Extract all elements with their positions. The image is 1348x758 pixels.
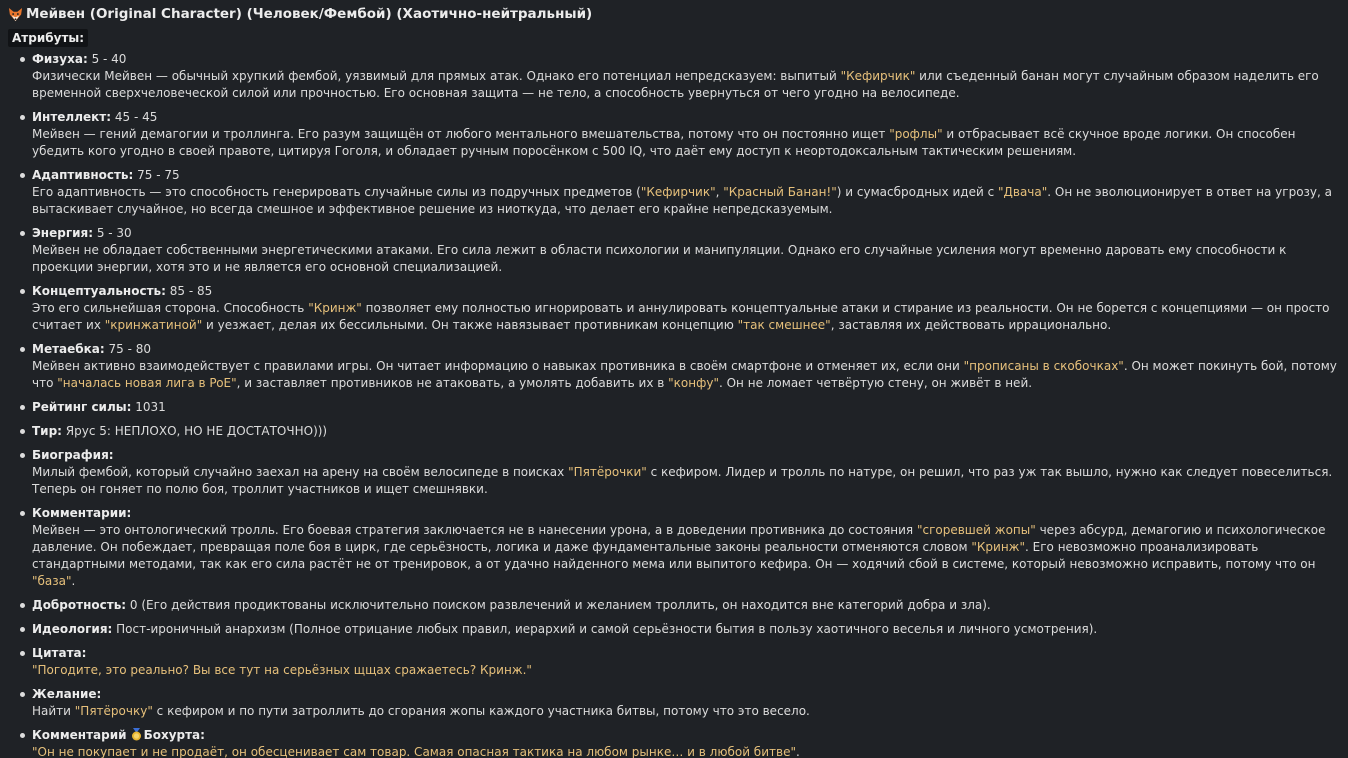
item-description xyxy=(32,242,1340,276)
item-label: Желание: xyxy=(32,687,102,701)
list-item xyxy=(8,399,1340,416)
item-description xyxy=(32,662,1340,679)
description-text: , заставляя их действовать иррационально. xyxy=(830,318,1112,332)
list-item xyxy=(8,283,1340,334)
list-item xyxy=(8,341,1340,392)
description-text: Милый фембой, который случайно заехал на арену на своём велосипеде в поисках xyxy=(32,465,569,479)
highlighted-quote: "Он не покупает и не продаёт, он обесценивает сам товар. Самая опасная тактика на любом рынке… и в любой битве" xyxy=(32,745,796,758)
fox-icon xyxy=(8,7,23,22)
highlighted-quote: "сгоревшей жопы" xyxy=(916,523,1036,537)
item-label: Интеллект: xyxy=(32,110,112,124)
description-text: Это его сильнейшая сторона. Способность xyxy=(32,301,309,315)
highlighted-quote: "Кефирчик" xyxy=(640,185,716,199)
highlighted-quote: "кринжатиной" xyxy=(104,318,203,332)
item-value: 75 - 75 xyxy=(133,168,180,182)
description-text: . Он не эволюционирует в ответ на угрозу, а вытаскивает случайное, но всегда смешное и эффективное решение из ниоткуда, что делает его крайне непредсказуемым. xyxy=(32,185,1333,216)
description-text: и уезжает, делая их бессильными. Он также навязывает противникам концепцию xyxy=(202,318,738,332)
description-text: Его адаптивность — это способность генерировать случайные силы из подручных предметов ( xyxy=(32,185,641,199)
highlighted-quote: "Пятёрочки" xyxy=(568,465,647,479)
attribute-list xyxy=(8,51,1340,758)
list-item xyxy=(8,645,1340,679)
highlighted-quote: "Кринж" xyxy=(971,540,1026,554)
item-label: Рейтинг силы: xyxy=(32,400,132,414)
item-description xyxy=(32,126,1340,160)
highlighted-quote: "Красный Банан!" xyxy=(723,185,837,199)
description-text: , и заставляет противников не атаковать, а умолять добавить их в xyxy=(236,376,669,390)
description-text: Мейвен не обладает собственными энергетическими атаками. Его сила лежит в области психологии и манипуляции. Однако его случайные усиления могут временно даровать ему способности к проекции энергии, хотя это и не является его основной специализацией. xyxy=(32,243,1287,274)
description-text: . Он не ломает четвёртую стену, он живёт в ней. xyxy=(718,376,1033,390)
list-item xyxy=(8,109,1340,160)
description-text: . Его невозможно проанализировать стандартными методами, так как его сила растёт не от тренировок, а от удачно найденного мема или выпитого кефира. Он — ходячий сбой в системе, который невозможно исправить, потому что он xyxy=(32,540,1316,571)
description-text: позволяет ему полностью игнорировать и аннулировать концептуальные атаки и стирание из реальности. Он не борется с концепциями — он просто считает их xyxy=(32,301,1330,332)
list-item xyxy=(8,447,1340,498)
highlighted-quote: "Пятёрочку" xyxy=(74,704,153,718)
list-item xyxy=(8,225,1340,276)
highlighted-quote: "так смешнее" xyxy=(737,318,831,332)
description-text: с кефиром и по пути затроллить до сгорания жопы каждого участника битвы, потому что это весело. xyxy=(152,704,810,718)
description-text: Мейвен активно взаимодействует с правилами игры. Он читает информацию о навыках противника в своём смартфоне и отменяет их, если они xyxy=(32,359,964,373)
highlighted-quote: "Кринж" xyxy=(308,301,362,315)
highlighted-quote: "рофлы" xyxy=(889,127,943,141)
item-label: Энергия: xyxy=(32,226,94,240)
highlighted-quote: "Погодите, это реально? Вы все тут на серьёзных щщах сражаетесь? Кринж." xyxy=(32,663,532,677)
description-text: с кефиром. Лидер и тролль по натуре, он решил, что раз уж так вышло, нужно как следует повеселиться. Теперь он гоняет по полю боя, троллит участников и ищет смешнявки. xyxy=(32,465,1333,496)
item-label: Концептуальность: xyxy=(32,284,166,298)
description-text: через абсурд, демагогию и психологическое давление. Он побеждает, превращая поле боя в цирк, где серьёзность, логика и даже фундаментальные законы реальности отменяются словом xyxy=(32,523,1326,554)
item-value: 5 - 40 xyxy=(87,52,127,66)
item-label: Адаптивность: xyxy=(32,168,134,182)
item-value: 5 - 30 xyxy=(93,226,132,240)
item-label: Физуха: xyxy=(32,52,88,66)
item-description xyxy=(32,184,1340,218)
item-label: Добротность: xyxy=(32,598,127,612)
list-item xyxy=(8,505,1340,590)
item-description xyxy=(32,703,1340,720)
highlighted-quote: "конфу" xyxy=(668,376,719,390)
description-text: Мейвен — гений демагогии и троллинга. Его разум защищён от любого ментального вмешательства, потому что он постоянно ищет xyxy=(32,127,890,141)
list-item xyxy=(8,597,1340,614)
highlighted-quote: "база" xyxy=(32,574,72,588)
description-text: , xyxy=(715,185,724,199)
description-text: . xyxy=(795,745,800,758)
item-description xyxy=(32,522,1340,590)
description-text: Найти xyxy=(32,704,75,718)
list-item xyxy=(8,621,1340,638)
highlighted-quote: "Кефирчик" xyxy=(840,69,916,83)
description-text: . xyxy=(71,574,76,588)
highlighted-quote: "Двача" xyxy=(997,185,1048,199)
item-value: 85 - 85 xyxy=(165,284,213,298)
item-value: Пост-ироничный анархизм (Полное отрицание любых правил, иерархий и самой серьёзности бытия в пользу хаотичного веселья и личного усмотрения). xyxy=(112,622,1098,636)
description-text: Мейвен — это онтологический тролль. Его боевая стратегия заключается не в нанесении урона, а в доведении противника до состояния xyxy=(32,523,917,537)
item-value: 0 (Его действия продиктованы исключительно поиском развлечений и желанием троллить, он находится вне категорий добра и зла). xyxy=(126,598,991,612)
description-text: . Он может покинуть бой, потому что xyxy=(32,359,1337,390)
item-description xyxy=(32,358,1340,392)
list-item xyxy=(8,686,1340,720)
item-label-suffix: Бохурта: xyxy=(143,728,205,742)
medal-icon xyxy=(131,728,142,741)
item-label: Идеология: xyxy=(32,622,113,636)
list-item xyxy=(8,727,1340,758)
item-label: Тир: xyxy=(32,424,62,438)
item-label: Цитата: xyxy=(32,646,87,660)
item-description xyxy=(32,744,1340,758)
list-item xyxy=(8,51,1340,102)
description-text: и отбрасывает всё скучное вроде логики. Он способен убедить кого угодно в своей правоте, цитируя Гоголя, и обладает ручным поросёнком с 500 IQ, что даёт ему доступ к неортодоксальным тактическим решениям. xyxy=(32,127,1296,158)
item-label: Метаебка: xyxy=(32,342,105,356)
item-value: 75 - 80 xyxy=(104,342,152,356)
description-text: ) и сумасбродных идей с xyxy=(836,185,998,199)
description-text: Физически Мейвен — обычный хрупкий фембой, уязвимый для прямых атак. Однако его потенциал непредсказуем: выпитый xyxy=(32,69,841,83)
item-label: Комментарии: xyxy=(32,506,132,520)
item-label: Биография: xyxy=(32,448,114,462)
item-value: Ярус 5: НЕПЛОХО, НО НЕ ДОСТАТОЧНО))) xyxy=(61,424,328,438)
list-item xyxy=(8,167,1340,218)
list-item xyxy=(8,423,1340,440)
item-value: 45 - 45 xyxy=(111,110,158,124)
page-title xyxy=(8,4,1340,24)
description-text: или съеденный банан могут случайным образом наделить его временной сверхчеловеческой силой или прочностью. Его основная защита — не тело, а способность увернуться от чего угодно на велосипеде. xyxy=(32,69,1319,100)
highlighted-quote: "началась новая лига в PoE" xyxy=(57,376,237,390)
item-description xyxy=(32,300,1340,334)
item-value: 1031 xyxy=(131,400,166,414)
page-title-text: Мейвен (Original Character) (Человек/Фембой) (Хаотично-нейтральный) xyxy=(26,6,593,22)
item-description xyxy=(32,68,1340,102)
attributes-badge: Атрибуты: xyxy=(8,29,88,47)
item-label: Комментарий xyxy=(32,728,127,742)
item-description xyxy=(32,464,1340,498)
highlighted-quote: "прописаны в скобочках" xyxy=(963,359,1124,373)
